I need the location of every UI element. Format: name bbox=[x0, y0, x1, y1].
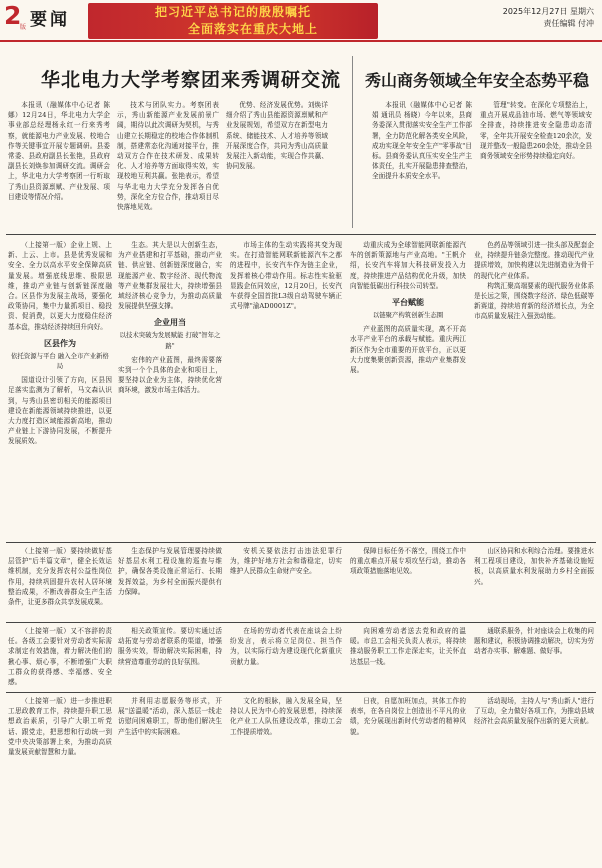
slogan-banner bbox=[88, 3, 378, 39]
bottom-col-4: 向困难劳动者送去党和政府的温暖。市总工会相关负责人表示，将持续推动服务职工工作走深走实，让关怀直达基层一线。 bbox=[350, 627, 466, 666]
article-left-col-1: 本报讯（融媒体中心记者 陈娜）12月24日，华北电力大学企事业部总经理杨永红一行来秀考察，就能源电力产业发展、校地合作等关键事宜开展专题调研。县委常委、县政府副县长张艳，县政府副县长刘焕参加调研交流。调研会上，华北电力大学考察团一行听取了秀山县资源禀赋、产业发展、项目建设等情况介绍。 bbox=[8, 101, 110, 201]
lower-col-4: 保障目标任务不落空，围绕工作中的重点难点开展专项攻坚行动，推动各项政策措施落地见效。 bbox=[350, 547, 466, 576]
article-right-col-1: 本报讯（融媒体中心记者 陈娟 通讯员 杨晓）今年以来，县商务委深入贯彻落实安全生产工作部署，全力防范化解各类安全风险，成功实现全年安全生产"零事故"目标。县商务委认真压实安全生产主体责任，扎实开展隐患排查整治，全面提升本质安全水平。 bbox=[372, 101, 472, 181]
lower-col-3: 安机关要依法打击违法犯罪行为，维护好地方社会和谐稳定，切实维护人民群众生命财产安全。 bbox=[230, 547, 342, 576]
subhead-3: 平台赋能 bbox=[392, 298, 424, 308]
bottom2-col-5: 活动现场，主持人与"秀山新人"进行了互动，全力做好各项工作，为推动县域经济社会高质量发展作出新的更大贡献。 bbox=[474, 697, 594, 726]
bottom-col-1: （上接第一版）又不容辞的责任。各级工会要针对劳动者实际需求制定有效措施，着力解决他们的揪心事、烦心事，不断增强广大职工群众的获得感、幸福感、安全感。 bbox=[8, 627, 112, 687]
page-number-sub: 版 bbox=[20, 24, 27, 31]
main-col-3: 市场主体的生动实践将其变为现实。在打造智能网联新能源汽车之都的进程中，长安汽车作为链主企业，发挥着核心带动作用。标志性实验驱显践企伍同效应，12月20日，长安汽车获得全国首批L3级自动驾驶车辆正式号牌"渝AD0001Z"。 bbox=[230, 241, 342, 311]
page-number: 2 bbox=[4, 1, 22, 30]
lower-col-1: （上接第一版）要持续做好基层管护"后半篇文章"，健全长效运维机制，充分发挥农村公益性岗位作用，持续巩固提升农村人居环境整治成果，不断改善群众生产生活条件，让更多群众共享发展成果。 bbox=[8, 547, 112, 607]
bottom2-col-4: 日夜，自愿加班加点，其体工作的表率，在各自岗位上创造出不平凡的业绩，充分展现出新时代劳动者的精神风貌。 bbox=[350, 697, 466, 736]
lower-col-2: 生态保护与发展管理要持续做好基层水利工程设施的巡查与维护，确保各类设施正常运行、长期发挥效益，为乡村全面振兴提供有力保障。 bbox=[118, 547, 222, 596]
article-left-col-2: 技术与团队实力。考察团表示，秀山新能源产业发展前景广阔，期待以此次调研为契机，与秀山建立长期稳定的校地合作体制机制，搭建常态化沟通对接平台，推动双方合作在技术研发、成果转化、人才培养等方面取得实效，实现校地互利共赢。张艳表示，希望与华北电力大学充分发挥各自优势，深化全方位合作，推动项目尽快落地见效。 bbox=[117, 101, 219, 212]
subhead-1-deck: 依托资源与平台 融入全市产业新格局 bbox=[11, 351, 109, 371]
section-divider bbox=[6, 542, 596, 543]
slogan-line-2: 全面落实在重庆大地上 bbox=[187, 22, 318, 36]
article-right-col-2: 管理"转变。在深化专项整治上，重点开展成品油市场、燃气等领域安全排查，持续推进安全隐患动态清零，全年共开展安全检查120余次，发现并整改一般隐患260余处，推动全县商务领域安全形势持续稳定向好。 bbox=[480, 101, 592, 161]
issue-info bbox=[503, 6, 594, 30]
headline-right: 秀山商务领域全年安全态势平稳 bbox=[364, 71, 589, 90]
page-header bbox=[0, 0, 602, 42]
bottom2-col-1: （上接第一版）进一步推进职工思政教育工作，持续提升职工思想政治素质，引导广大职工听党话、跟党走，把思想和行动统一到党中央决策部署上来，为推动高质量发展贡献智慧和力量。 bbox=[8, 697, 112, 757]
slogan-line-1: 把习近平总书记的殷殷嘱托 bbox=[154, 5, 311, 19]
bottom2-col-3: 文化的根脉，融入发展全局，坚持以人民为中心的发展思想，持续深化产业工人队伍建设改革，推动工会工作提质增效。 bbox=[230, 697, 342, 736]
article-left-col-3: 优势、经济发展优势。刘焕详细介绍了秀山县能源资源禀赋和产业发展规划，希望双方在新型电力系统、储能技术、人才培养等领域开展深度合作，共同为秀山高质量发展注入新动能，实现合作共赢、协同发展。 bbox=[226, 101, 328, 171]
subhead-2-deck: 以技术突破为发展赋能 打破"智年之路" bbox=[119, 331, 221, 350]
bottom2-col-2: 并利用志愿服务等形式，开展"送温暖"活动，深入基层一线走访慰问困难职工，帮助他们解决生产生活中的实际困难。 bbox=[118, 697, 222, 736]
section-divider bbox=[6, 692, 596, 693]
section-divider bbox=[6, 622, 596, 623]
column-divider bbox=[352, 56, 353, 228]
lower-col-5: 山区协同和水利综合治理。要推进水利工程项目建设，加快补齐基础设施短板，以高质量水利发展助力乡村全面振兴。 bbox=[474, 547, 594, 586]
section-name: 要闻 bbox=[30, 10, 70, 30]
bottom-col-3: 在场的劳动者代表在座谈会上纷纷发言，表示将立足岗位、担当作为，以实际行动为建设现代化新重庆贡献力量。 bbox=[230, 627, 342, 666]
main-col-4: 动重庆成为全球智能网联新能源汽车的创新策源地与产业高地。"王帆介绍，长安汽车将加大科技研发投入力度，持续推进产品结构优化升级，加快向智能低碳出行科技公司转型。 平台赋能 以链聚产构筑创新生态圈 产业蓝图的高质量实现，离不开高水平产业平台的承载与赋能。重庆两江新区作为全市重要的开放平台，正以更大力度集聚创新资源，推动产业集群发展。 bbox=[350, 241, 466, 375]
main-col-5: 色药品等领域引进一批头部及配套企业，持续提升链条完整度。推动现代产业提质增效，加快构建以先进制造业为骨干的现代化产业体系。 构筑汇聚高端要素的现代服务业体系是长远之策，围绕数字经济、绿色低碳等新赛道，持续培育新的经济增长点，为全市高质量发展注入强劲动能。 bbox=[474, 241, 594, 321]
subhead-1: 区县作为 bbox=[44, 338, 76, 348]
subhead-2: 企业用当 bbox=[154, 318, 186, 328]
headline-left: 华北电力大学考察团来秀调研交流 bbox=[40, 69, 341, 91]
editor-credit: 责任编辑 付冲 bbox=[543, 19, 594, 28]
main-col-2: 生态。其大是以大创新生态，为产业搭建和打平基础，推动产业链、供应链、创新链深度融合，实现能源产业、数字经济、现代物流等产业集群发展壮大，持续增强县域经济核心竞争力，为推动高质量发展提供坚强支撑。 企业用当 以技术突破为发展赋能 打破"智年之路" 宏伟的产业蓝图，最终需要落实到一个个具体的企业和项目上，要坚持以企业为主体，持续优化营商环境，激发市场主体活力。 bbox=[118, 241, 222, 395]
section-divider bbox=[6, 234, 596, 235]
issue-date: 2025年12月27日 星期六 bbox=[502, 7, 594, 16]
main-col-1: （上接第一版）企业上规、上新、上云、上市。县是优秀发展和安全、全力以高水平安全保障高质量发展。增强底线思维、极限思维，推动产业链与创新链深度融合。区县作为发展主战场，要强化政策协同，集中力量抓项目、稳投资、促消费，以更大力度稳住经济基本盘，推动经济持续回升向好。 区县作为 依托资源与平台 融入全市产业新格局 国道设计引领了方向，区县因足落实监测为了解析，马文森认识到，与秀山县密切相关的能源项目建设在新能源领域持续推进，以更大力度打造区域能源新高地，推动产业链上下游协同发展，不断提升发展质效。 bbox=[8, 241, 112, 446]
bottom-col-5: 通联系服务，针对座谈会上收集的问题和建议，积极协调推动解决，切实为劳动者办实事、解难题、做好事。 bbox=[474, 627, 594, 656]
bottom-col-2: 相关政策宣传。要切实通过活动拓宽与劳动者联系的渠道，增强服务实效，帮助解决实际困难，持续营造尊重劳动的良好氛围。 bbox=[118, 627, 222, 666]
subhead-3-deck: 以链聚产构筑创新生态圈 bbox=[372, 311, 444, 320]
